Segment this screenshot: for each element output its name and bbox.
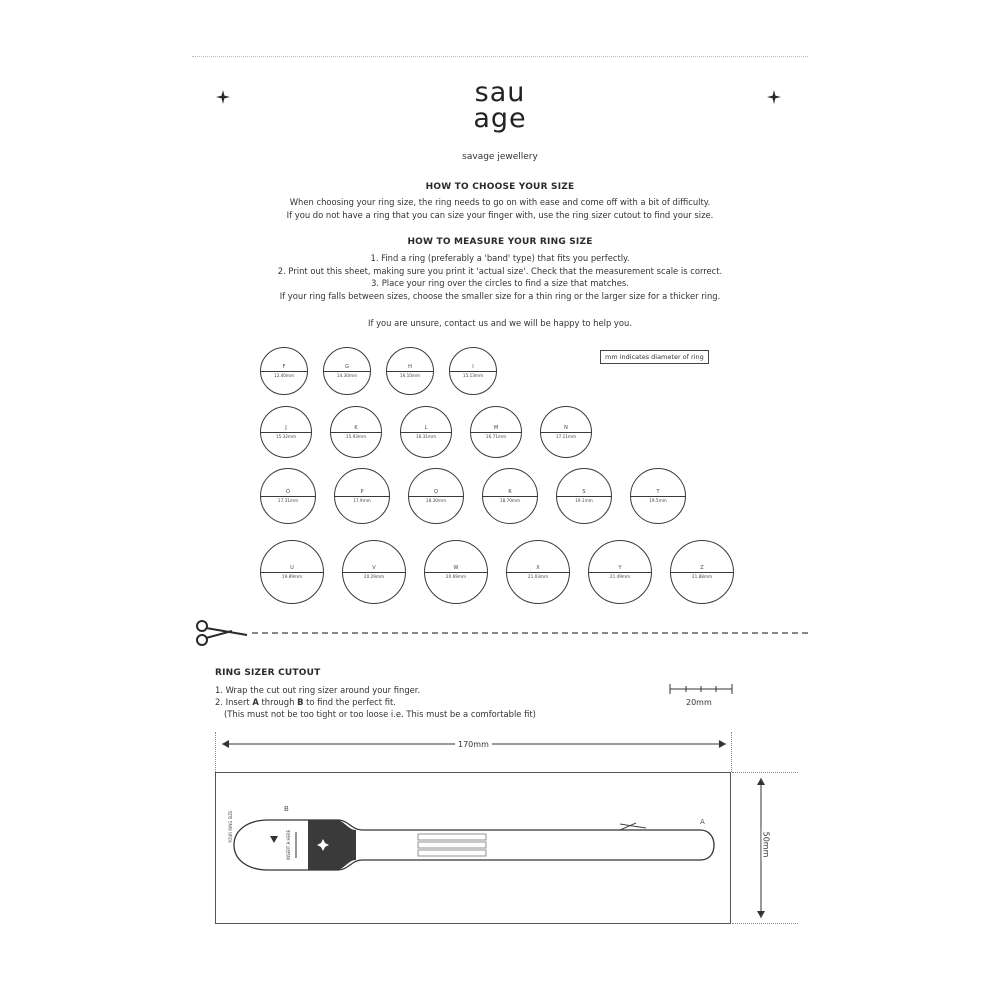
ring-diameter-value: 15.13mm [462,372,484,378]
strip-label-b: B [284,805,289,813]
ring-diameter-line [589,572,651,573]
ring-diameter-line [483,496,537,497]
ring-circle [330,406,382,458]
ring-size-letter: P [360,488,364,495]
width-guide-left [215,732,216,772]
ring-diameter-value: 16.71mm [485,434,507,439]
ring-size-letter: X [536,564,540,571]
cut-line [252,632,808,634]
sparkle-icon-left [216,90,230,104]
ring-diameter-value: 20.69mm [445,574,467,580]
logo-line-1: sau [474,77,526,108]
measure-steps [190,252,810,302]
ring-diameter-line [425,572,487,573]
ring-diameter-line [401,432,451,433]
ring-diameter-line [471,432,521,433]
ring-diameter-line [335,496,389,497]
ring-size-letter: O [286,488,290,495]
ring-size-letter: Q [434,488,438,495]
ring-diameter-value: 20.29mm [363,574,385,580]
ring-diameter-value: 19.89mm [281,574,303,580]
ring-diameter-value: 17.9mm [353,498,371,504]
ring-circle [482,468,538,524]
ring-diameter-value: 15.93mm [345,434,367,439]
ring-size-letter: H [408,364,412,371]
ring-size-letter: T [656,488,660,495]
ring-diameter-line [541,432,591,433]
height-guide-bottom [732,923,798,924]
strip-text-1: YOUR RING SIZE [228,810,233,843]
ring-circle [323,347,371,395]
choose-text [190,196,810,221]
scale-bar [668,682,734,696]
ring-circle [342,540,406,604]
width-label: 170mm [455,740,492,749]
ring-size-letter: S [582,488,586,495]
ring-circle [408,468,464,524]
ring-size-letter: Y [618,564,622,571]
ring-circle [386,347,434,395]
ring-size-letter: W [453,564,459,571]
scissors-icon [192,618,252,648]
ring-sizer-strip [228,808,718,880]
ring-diameter-value: 16.10mm [399,372,421,378]
ring-size-letter: L [424,425,428,431]
cutout-step-2-prefix: 2. Insert [215,697,253,707]
cutout-heading: RING SIZER CUTOUT [215,668,321,678]
sparkle-icon-right [767,90,781,104]
ring-diameter-line [409,496,463,497]
scale-label: 20mm [686,698,712,707]
ring-diameter-line [671,572,733,573]
ring-diameter-line [507,572,569,573]
ring-size-letter: K [354,425,358,431]
choose-line-2: If you do not have a ring that you can size your finger with, use the ring sizer cutout to find your size. [286,209,714,220]
ring-circle [556,468,612,524]
ring-diameter-line [631,496,685,497]
logo-line-2: age [473,103,527,134]
cutout-step-3: (This must not be too tight or too loose i.e. This must be a comfortable fit) [224,709,536,719]
ring-diameter-line [343,572,405,573]
top-dotted-rule [192,56,808,57]
ring-diameter-line [261,496,315,497]
ring-circle [260,540,324,604]
ring-diameter-value: 15.32mm [275,434,297,439]
ring-size-letter: F [282,364,286,371]
ring-circle [260,468,316,524]
ring-size-letter: G [345,364,349,371]
cutout-step-1: 1. Wrap the cut out ring sizer around your finger. [215,685,421,695]
ring-diameter-value: 19.5mm [649,498,667,504]
ring-circle [449,347,497,395]
height-label: 50mm [761,829,770,861]
cutout-steps [215,684,536,720]
measure-step-2: 2. Print out this sheet, making sure you print it 'actual size'. Check that the measurement scale is correct. [277,265,723,276]
cutout-step-2-mid: through [258,697,298,707]
cutout-step-2-a: A [252,697,259,707]
strip-text-2: INSERT A HERE [286,829,291,860]
ring-diameter-value: 21.03mm [527,574,549,580]
contact-text: If you are unsure, contact us and we will be happy to help you. [368,318,632,328]
ring-diameter-line [261,432,311,433]
ring-diameter-value: 19.1mm [575,498,593,504]
ring-diameter-value: 14.30mm [336,372,358,378]
ring-diameter-value: 17.11mm [555,434,577,439]
brand-name: savage jewellery [462,152,538,162]
ring-circle [670,540,734,604]
mm-note-box: mm indicates diameter of ring [600,350,709,364]
ring-circle [260,347,308,395]
ring-size-letter: I [472,364,474,371]
measure-step-1: 1. Find a ring (preferably a 'band' type) that fits you perfectly. [370,253,630,263]
measure-step-4: If your ring falls between sizes, choose the smaller size for a thin ring or the larger size for a thicker ring. [279,290,721,301]
ring-diameter-value: 17.31mm [277,498,299,504]
brand-logo [440,77,560,134]
ring-circle [630,468,686,524]
ring-circle [540,406,592,458]
ring-diameter-value: 12.40mm [273,372,295,378]
measure-step-3: 3. Place your ring over the circles to find a size that matches. [371,278,629,288]
ring-diameter-line [331,432,381,433]
choose-line-1: When choosing your ring size, the ring needs to go on with ease and come off with a bit of difficulty. [289,197,711,207]
cutout-step-2 [215,696,536,708]
ring-size-letter: M [493,425,499,431]
ring-circle [470,406,522,458]
measure-heading: HOW TO MEASURE YOUR RING SIZE [407,237,593,247]
ring-circle [400,406,452,458]
ring-size-letter: Z [700,564,704,571]
height-guide-top [732,772,798,773]
ring-size-letter: R [508,488,512,495]
ring-circle [588,540,652,604]
ring-size-letter: J [285,425,287,431]
ring-circle [260,406,312,458]
ring-diameter-value: 21.49mm [609,574,631,580]
ring-diameter-value: 18.70mm [499,498,521,504]
ring-diameter-value: 16.31mm [415,434,437,439]
strip-label-a: A [700,818,705,826]
ring-circle [334,468,390,524]
ring-diameter-value: 21.88mm [691,574,713,580]
ring-diameter-value: 18.30mm [425,498,447,504]
ring-diameter-line [261,572,323,573]
ring-size-letter: U [290,564,294,571]
ring-size-letter: V [372,564,376,571]
cutout-step-2-suffix: to find the perfect fit. [303,697,396,707]
width-guide-right [731,732,732,772]
ring-size-letter: N [564,425,568,431]
ring-diameter-line [557,496,611,497]
choose-heading: HOW TO CHOOSE YOUR SIZE [425,182,575,192]
ring-circle [424,540,488,604]
ring-circle [506,540,570,604]
cutout-step-2-b: B [297,697,304,707]
